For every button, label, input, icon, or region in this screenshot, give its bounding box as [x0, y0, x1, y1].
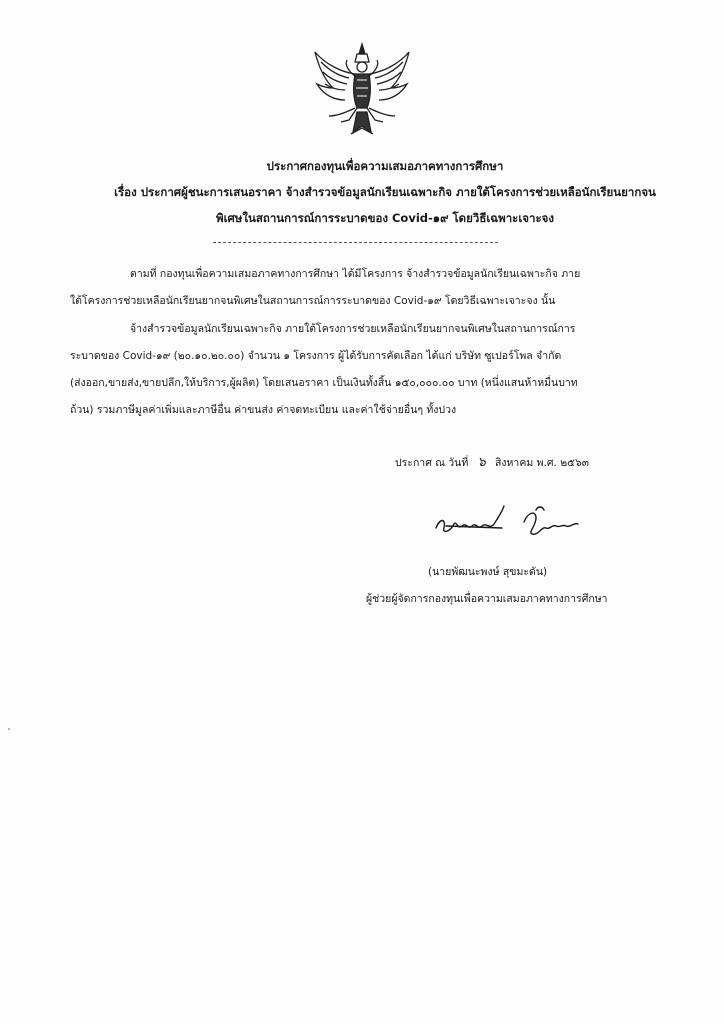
signatory-title: ผู้ช่วยผู้จัดการกองทุนเพื่อความเสมอภาคทางการศึกษา	[366, 593, 608, 605]
body-line-3: จ้างสำรวจข้อมูลนักเรียนเฉพาะกิจ ภายใต้โครงการช่วยเหลือนักเรียนยากจนพิเศษในสถานการณ์การ	[130, 323, 576, 335]
handwritten-signature	[432, 502, 592, 542]
announcement-heading: ประกาศกองทุนเพื่อความเสมอภาคทางการศึกษา	[266, 159, 504, 173]
announcement-date	[395, 451, 589, 472]
body-line-1: ตามที่ กองทุนเพื่อความเสมอภาคทางการศึกษา ได้มีโครงการ จ้างสำรวจข้อมูลนักเรียนเฉพาะกิจ ภาย	[130, 268, 581, 280]
date-suffix: สิงหาคม พ.ศ. ๒๕๖๓	[494, 457, 589, 469]
body-line-6: ถ้วน) รวมภาษีมูลค่าเพิ่มและภาษีอื่น ค่าขนส่ง ค่าจดทะเบียน และค่าใช้จ่ายอื่นๆ ทั้งปวง	[70, 404, 457, 416]
date-day: ๖	[477, 455, 486, 470]
announcement-subject-line-1: เรื่อง ประกาศผู้ชนะการเสนอราคา จ้างสำรวจข้อมูลนักเรียนเฉพาะกิจ ภายใต้โครงการช่วยเหลือนักเรียนยากจน	[114, 185, 656, 199]
dashed-divider	[213, 242, 498, 243]
announcement-subject-line-2: พิเศษในสถานการณ์การระบาดของ Covid-๑๙ โดยวิธีเฉพาะเจาะจง	[215, 211, 554, 225]
scan-speck	[8, 728, 10, 730]
body-line-5: (ส่งออก,ขายส่ง,ขายปลีก,ให้บริการ,ผู้ผลิต) โดยเสนอราคา เป็นเงินทั้งสิ้น ๑๕๐,๐๐๐.๐๐ บาท (หนึ่งแสนห้าหมื่นบาท	[70, 377, 578, 389]
garuda-emblem-icon	[311, 42, 413, 140]
signatory-name: (นายพัฒนะพงษ์ สุขมะดัน)	[428, 566, 548, 578]
body-line-4: ระบาดของ Covid-๑๙ (๒๐.๑๐.๒๐.๐๐) จำนวน ๑ โครงการ ผู้ได้รับการคัดเลือก ได้แก่ บริษัท ซูเปอร์โพล จำกัด	[70, 350, 562, 362]
body-line-2: ใต้โครงการช่วยเหลือนักเรียนยากจนพิเศษในสถานการณ์การระบาดของ Covid-๑๙ โดยวิธีเฉพาะเจาะจง นั้น	[70, 295, 556, 307]
date-prefix: ประกาศ ณ วันที่	[395, 457, 469, 469]
